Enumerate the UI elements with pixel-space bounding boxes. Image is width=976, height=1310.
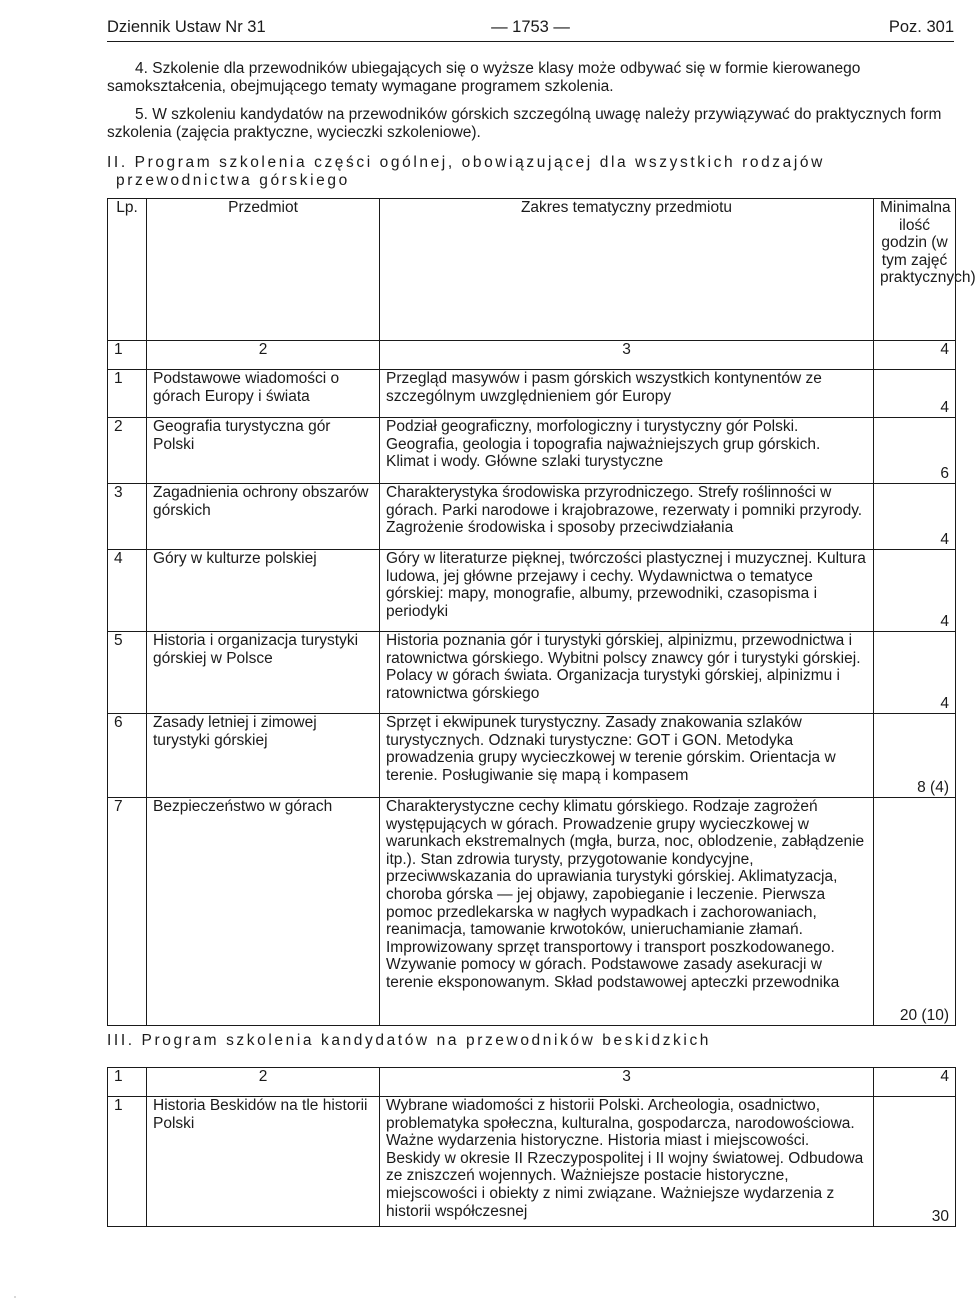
table-row xyxy=(108,1097,956,1227)
row-lp: 2 xyxy=(108,418,147,484)
row-lp: 1 xyxy=(108,370,147,418)
col-subject-header: Przedmiot xyxy=(147,199,380,341)
row-subject: Góry w kulturze polskiej xyxy=(147,550,380,632)
row-scope: Wybrane wiadomości z historii Polski. Archeologia, osadnictwo, problematyka społeczna, kulturalna, gospodarcza, narodowościowa. Ważne wydarzenia historyczne. Historia miast i miejscowości. Beskidy w okresie II Rzeczypospolitej i II wojny światowej. Odbudowa ze zniszczeń wojennych. Ważniejsze postacie historyczne, miejscowości i obiekty z nimi związane. Ważniejsze wydarzenia z historii współczesnej xyxy=(380,1097,874,1227)
row-hours: 4 xyxy=(874,550,956,632)
header-rule xyxy=(107,41,954,42)
row-hours: 4 xyxy=(874,370,956,418)
table-row xyxy=(108,632,956,714)
row-subject: Zasady letniej i zimowej turystyki górskiej xyxy=(147,714,380,798)
row-subject: Bezpieczeństwo w górach xyxy=(147,798,380,1026)
col-lp-header: Lp. xyxy=(108,199,147,341)
row-hours: 4 xyxy=(874,632,956,714)
row-scope: Charakterystyka środowiska przyrodniczego. Strefy roślinności w górach. Parki narodowe i krajobrazowe, rezerwaty i pomniki przyrody. Zagrożenie środowiska i sposoby przeciwdziałania xyxy=(380,484,874,550)
row-scope: Przegląd masywów i pasm górskich wszystkich kontynentów ze szczególnym uwzględnieniem gór Europy xyxy=(380,370,874,418)
col-number: 2 xyxy=(147,341,380,370)
paragraph-5: 5. W szkoleniu kandydatów na przewodników górskich szczególną uwagę należy przywiązywać do praktycznych form szkolenia (zajęcia praktyczne, wycieczki szkoleniowe). xyxy=(107,106,942,141)
row-hours: 30 xyxy=(874,1097,956,1227)
row-lp: 6 xyxy=(108,714,147,798)
row-scope: Podział geograficzny, morfologiczny i turystyczny gór Polski. Geografia, geologia i topografia najważniejszych grup górskich. Klimat i wody. Główne szlaki turystyczne xyxy=(380,418,874,484)
general-program-table xyxy=(107,198,976,1026)
page-number: — 1753 — xyxy=(491,18,570,36)
col-number: 4 xyxy=(874,341,956,370)
col-number: 2 xyxy=(147,1068,380,1097)
row-hours: 8 (4) xyxy=(874,714,956,798)
table-row xyxy=(108,798,956,1026)
row-scope: Sprzęt i ekwipunek turystyczny. Zasady znakowania szlaków turystycznych. Odznaki turystyczne: GOT i GON. Metodyka prowadzenia grupy wycieczkowej w terenie górskim. Orientacja w terenie. Posługiwanie się mapą i kompasem xyxy=(380,714,874,798)
row-lp: 5 xyxy=(108,632,147,714)
table-row xyxy=(108,418,956,484)
column-number-row xyxy=(108,1068,956,1097)
col-number: 1 xyxy=(108,1068,147,1097)
row-lp: 1 xyxy=(108,1097,147,1227)
section-2-title: II. Program szkolenia części ogólnej, obowiązującej dla wszystkich rodzajów przewodnictwa górskiego xyxy=(107,154,825,189)
row-subject: Historia i organizacja turystyki górskiej w Polsce xyxy=(147,632,380,714)
row-scope: Charakterystyczne cechy klimatu górskiego. Rodzaje zagrożeń występujących w górach. Prowadzenie grupy wycieczkowej w warunkach ekstremalnych (mgła, burza, noc, oblodzenie, zabłądzenie itp.). Stan zdrowia turysty, przygotowanie kondycyjne, przeciwwskazania do uprawiania turystyki górskiej. Aklimatyzacja, choroba górska — jej objawy, zapobieganie i leczenie. Pierwsza pomoc przedlekarska w nagłych wypadkach i zachorowaniach, reanimacja, tamowanie krwotoków, unieruchamianie złamań. Improwizowany sprzęt transportowy i transport poszkodowanego. Wzywanie pomocy w górach. Podstawowe zasady asekuracji w terenie eksponowanym. Skład podstawowej apteczki przewodnika xyxy=(380,798,874,1026)
row-hours: 6 xyxy=(874,418,956,484)
table-row xyxy=(108,550,956,632)
table-row xyxy=(108,484,956,550)
col-scope-header: Zakres tematyczny przedmiotu xyxy=(380,199,874,341)
row-subject: Zagadnienia ochrony obszarów górskich xyxy=(147,484,380,550)
row-subject: Podstawowe wiadomości o górach Europy i świata xyxy=(147,370,380,418)
col-number: 1 xyxy=(108,341,147,370)
row-subject: Historia Beskidów na tle historii Polski xyxy=(147,1097,380,1227)
row-scope: Góry w literaturze pięknej, twórczości plastycznej i muzycznej. Kultura ludowa, jej główne przejawy i cechy. Wydawnictwa o tematyce górskiej: mapy, monografie, albumy, przewodniki, czasopisma i periodyki xyxy=(380,550,874,632)
row-subject: Geografia turystyczna gór Polski xyxy=(147,418,380,484)
page-header xyxy=(107,17,954,41)
col-hours-header: Minimalna ilość godzin (w tym zajęć praktycznych) xyxy=(874,199,956,341)
table-header-row xyxy=(108,199,956,341)
col-number: 4 xyxy=(874,1068,956,1097)
row-lp: 3 xyxy=(108,484,147,550)
row-scope: Historia poznania gór i turystyki górskiej, alpinizmu, przewodnictwa i ratownictwa górskiego. Wybitni polscy znawcy gór i turystyki górskiej. Polacy w górach świata. Organizacja turystyki górskiej, alpinizmu i ratownictwa górskiego xyxy=(380,632,874,714)
paragraph-4: 4. Szkolenie dla przewodników ubiegających się o wyższe klasy może odbywać się w formie kierowanego samokształcenia, obejmującego tematy wymagane programem szkolenia. xyxy=(107,60,861,95)
row-hours: 20 (10) xyxy=(874,798,956,1026)
beskid-program-table xyxy=(107,1067,956,1227)
row-lp: 4 xyxy=(108,550,147,632)
table-row xyxy=(108,714,956,798)
row-hours: 4 xyxy=(874,484,956,550)
col-number: 3 xyxy=(380,1068,874,1097)
table-row xyxy=(108,370,956,418)
col-number: 3 xyxy=(380,341,874,370)
section-3-title: III. Program szkolenia kandydatów na przewodników beskidzkich xyxy=(107,1032,712,1049)
column-number-row xyxy=(108,341,956,370)
journal-title: Dziennik Ustaw Nr 31 xyxy=(107,18,266,36)
row-lp: 7 xyxy=(108,798,147,1026)
scan-speck xyxy=(14,1296,16,1298)
position-number: Poz. 301 xyxy=(888,18,954,36)
